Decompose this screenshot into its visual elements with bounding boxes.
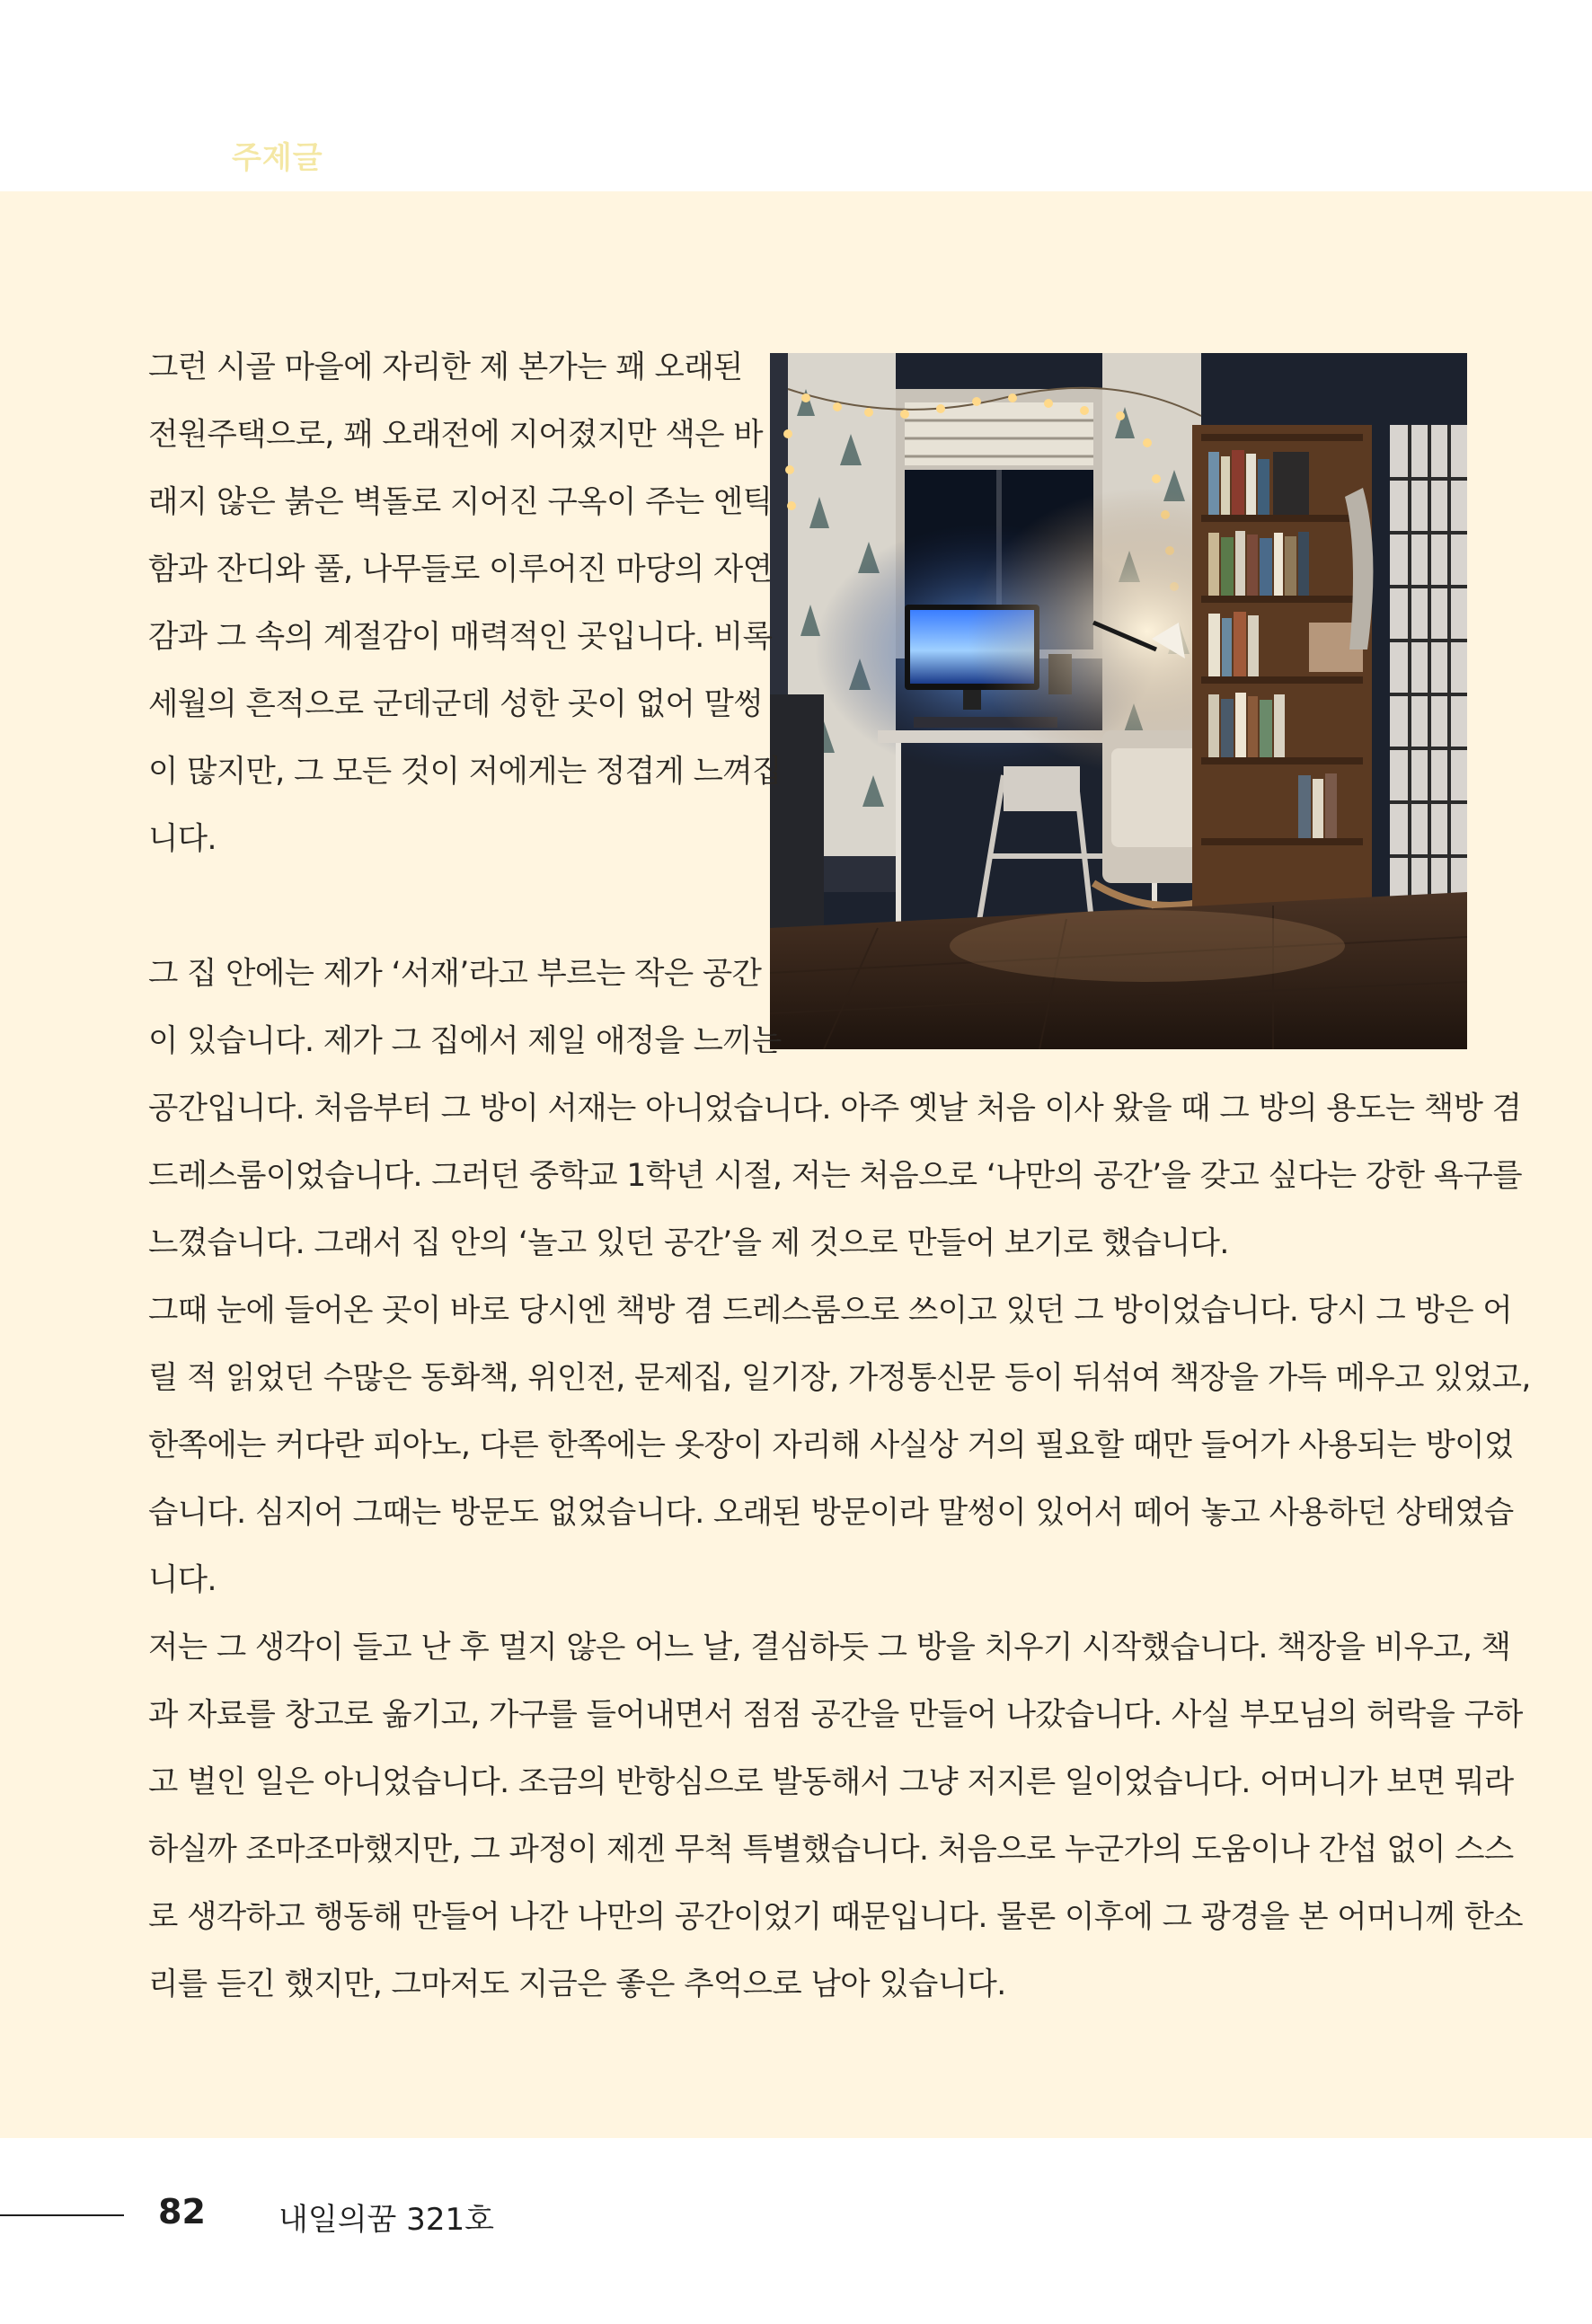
text-line: 하실까 조마조마했지만, 그 과정이 제겐 무척 특별했습니다. 처음으로 누군가의 도움이나 간섭 없이 스스 — [148, 1832, 1514, 1868]
article-paragraph-2 — [148, 941, 1522, 1277]
article-paragraph-3 — [148, 1277, 1531, 1614]
text-line: 습니다. 심지어 그때는 방문도 없었습니다. 오래된 방문이라 말썽이 있어서 떼어 놓고 사용하던 상태였습 — [148, 1495, 1514, 1531]
text-line: 니다. — [148, 1562, 217, 1598]
text-line: 그런 시골 마을에 자리한 제 본가는 꽤 오래된 — [148, 349, 743, 385]
text-line: 이 있습니다. 제가 그 집에서 제일 애정을 느끼는 — [148, 1023, 782, 1059]
magazine-issue: 내일의꿈 321호 — [279, 2202, 494, 2238]
footer-rule — [0, 2214, 124, 2216]
text-line: 그때 눈에 들어온 곳이 바로 당시엔 책방 겸 드레스룸으로 쓰이고 있던 그 방이었습니다. 당시 그 방은 어 — [148, 1293, 1513, 1329]
text-line: 로 생각하고 행동해 만들어 나간 나만의 공간이었기 때문입니다. 물론 이후에 그 광경을 본 어머니께 한소 — [148, 1899, 1524, 1935]
text-line: 감과 그 속의 계절감이 매력적인 곳입니다. 비록 — [148, 619, 773, 655]
text-line: 한쪽에는 커다란 피아노, 다른 한쪽에는 옷장이 자리해 사실상 거의 필요할 때만 들어가 사용되는 방이었 — [148, 1427, 1514, 1463]
text-line: 저는 그 생각이 들고 난 후 멀지 않은 어느 날, 결심하듯 그 방을 치우기 시작했습니다. 책장을 비우고, 책 — [148, 1630, 1511, 1666]
text-line: 이 많지만, 그 모든 것이 저에게는 정겹게 느껴집 — [148, 754, 782, 790]
article-paragraph-4 — [148, 1614, 1523, 2019]
text-line: 니다. — [148, 821, 217, 857]
text-line: 과 자료를 창고로 옮기고, 가구를 들어내면서 점점 공간을 만들어 나갔습니다. 사실 부모님의 허락을 구하 — [148, 1697, 1524, 1733]
text-line: 리를 듣긴 했지만, 그마저도 지금은 좋은 추억으로 남아 있습니다. — [148, 1966, 1006, 2002]
section-label: 주제글 — [232, 140, 323, 176]
text-line: 함과 잔디와 풀, 나무들로 이루어진 마당의 자연 — [148, 552, 773, 588]
text-line: 느꼈습니다. 그래서 집 안의 ‘놀고 있던 공간’을 제 것으로 만들어 보기로 했습니다. — [148, 1225, 1229, 1261]
text-line: 세월의 흔적으로 군데군데 성한 곳이 없어 말썽 — [148, 686, 764, 722]
text-line: 드레스룸이었습니다. 그러던 중학교 1학년 시절, 저는 처음으로 ‘나만의 공간’을 갖고 싶다는 강한 욕구를 — [148, 1158, 1523, 1194]
text-line: 공간입니다. 처음부터 그 방이 서재는 아니었습니다. 아주 옛날 처음 이사 왔을 때 그 방의 용도는 책방 겸 — [148, 1091, 1522, 1127]
text-line: 래지 않은 붉은 벽돌로 지어진 구옥이 주는 엔틱 — [148, 484, 773, 520]
text-line: 릴 적 읽었던 수많은 동화책, 위인전, 문제집, 일기장, 가정통신문 등이 뒤섞여 책장을 가득 메우고 있었고, — [148, 1360, 1531, 1396]
article-paragraph-1 — [148, 334, 782, 873]
text-line: 전원주택으로, 꽤 오래전에 지어졌지만 색은 바 — [148, 417, 764, 453]
page-number: 82 — [158, 2192, 206, 2231]
text-line: 그 집 안에는 제가 ‘서재’라고 부르는 작은 공간 — [148, 956, 762, 992]
text-line: 고 벌인 일은 아니었습니다. 조금의 반항심으로 발동해서 그냥 저지른 일이었습니다. 어머니가 보면 뭐라 — [148, 1764, 1514, 1800]
